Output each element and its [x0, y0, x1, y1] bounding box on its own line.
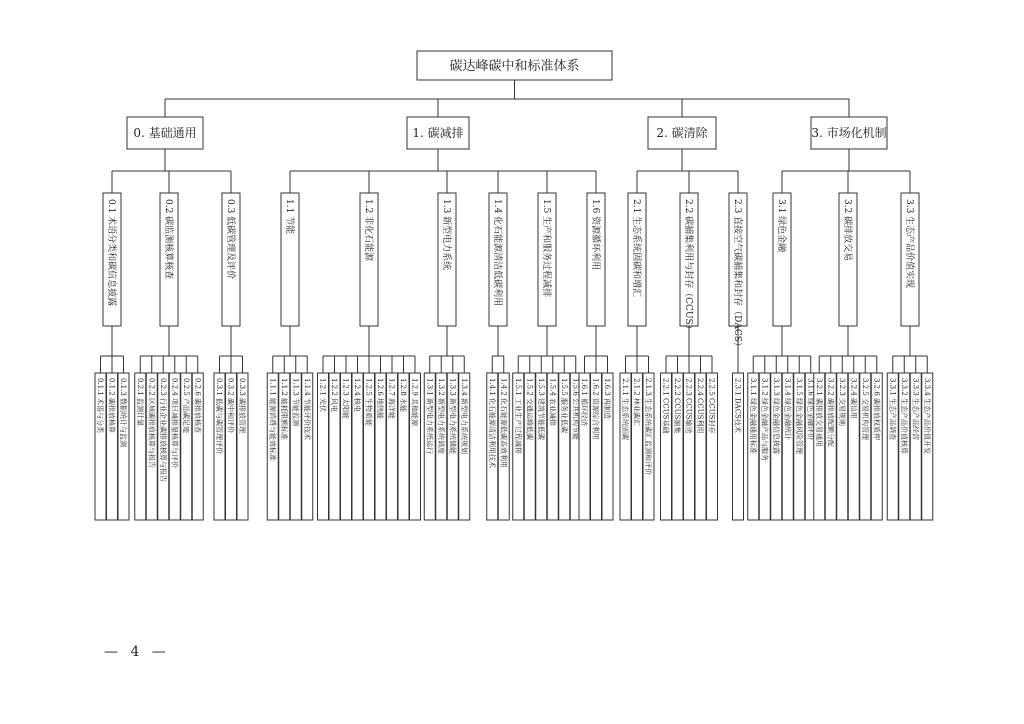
- category-label: 1. 碳减排: [412, 126, 464, 140]
- subcategory-label: 0.3 低碳管理及评价: [225, 199, 235, 280]
- leaf-label: 2.1.1 生态系统固碳: [621, 378, 629, 441]
- leaf-label: 1.3.2 新型电力系统调度: [436, 378, 445, 455]
- leaf-label: 2.2.5 CCUS封存: [707, 378, 716, 434]
- leaf-label: 1.5.1 工业生产过程减排: [513, 378, 522, 455]
- leaf-label: 2.2.3 CCUS输送: [684, 378, 693, 434]
- leaf-label: 1.3.1 新型电力系统运行: [425, 378, 434, 455]
- subcategory-label: 0.1 术语分类和碳信息披露: [106, 199, 116, 307]
- leaf-label: 3.1.3 绿色金融信息披露: [771, 378, 780, 455]
- leaf-label: 1.4.1 化石能源清洁利用技术: [487, 378, 496, 469]
- leaf-label: 1.2.1 光伏: [318, 378, 327, 413]
- leaf-label: 3.2.5 交易机构管理: [860, 378, 869, 441]
- subcategory-label: 1.1 节能: [284, 199, 294, 235]
- leaf-label: 3.3.4 生态产品价值开发: [922, 378, 931, 455]
- subcategory-label: 3.3 生态产品价值实现: [904, 199, 914, 289]
- subcategory-label: 3.2 碳排放交易: [842, 199, 852, 262]
- leaf-label: 0.2.3 行业企业碳排放核算与报告: [158, 378, 167, 483]
- category-label: 0. 基础通用: [133, 126, 197, 140]
- leaf-label: 1.5.2 交通运输低碳: [525, 378, 534, 441]
- leaf-label: 1.1.4 节能评价技术: [302, 378, 311, 441]
- leaf-label: 0.2.6 碳排放核查: [193, 378, 202, 434]
- leaf-label: 0.1.3 数据统计与监测: [119, 378, 127, 448]
- leaf-label: 2.1.2 林业碳汇: [632, 378, 641, 427]
- leaf-label: 1.3.3 新型电力系统储能: [448, 378, 457, 455]
- leaf-label: 3.1.4 绿色金融统计: [783, 378, 792, 441]
- leaf-label: 1.1.2 能耗限额标准: [279, 378, 288, 441]
- leaf-label: 0.3.2 碳中和评价: [226, 378, 235, 434]
- leaf-label: 1.2.9 其他能源: [410, 378, 419, 427]
- leaf-label: 3.1.1 绿色金融通用标准: [748, 378, 757, 455]
- subcategory-label: 2.2 碳捕集利用与封存（CCUS）: [683, 199, 693, 334]
- leaf-label: 1.5.5 服务业低碳: [559, 378, 568, 434]
- leaf-label: 1.5.4 农业减排: [548, 378, 557, 427]
- subcategory-label: 1.4 化石能源清洁低碳利用: [492, 199, 502, 307]
- leaf-label: 3.3.1 生态产品调查: [888, 378, 897, 441]
- subcategory-label: 1.5 生产和服务过程减排: [541, 199, 551, 298]
- diagram-title: 碳达峰碳中和标准体系: [449, 59, 580, 74]
- leaf-label: 3.1.6 绿色金融评价: [806, 378, 815, 441]
- leaf-label: 2.2.1 CCUS基础: [661, 378, 670, 434]
- leaf-label: 3.2.4 碳信用: [849, 378, 858, 420]
- leaf-label: 1.6.1 循环经济: [580, 378, 588, 427]
- leaf-label: 0.1.2 碳排放核算: [107, 378, 116, 434]
- leaf-label: 3.2.6 碳排放权质押: [872, 378, 881, 441]
- leaf-label: 3.3.3 生态产品经营: [911, 378, 920, 441]
- leaf-label: 0.3.1 低碳与碳管理评价: [215, 378, 223, 455]
- subcategory-label: 3.1 绿色金融: [776, 199, 786, 253]
- leaf-label: 2.3.1 DACS技术: [733, 378, 742, 433]
- leaf-label: 1.6.3 再制造: [603, 378, 611, 420]
- leaf-label: 1.3.4 新型电力系统规划: [459, 378, 468, 455]
- leaf-label: 1.2.3 太阳能: [341, 378, 350, 420]
- leaf-label: 2.1.3 生态系统碳汇监测和评价: [644, 378, 652, 476]
- leaf-label: 1.2.8 水能: [399, 378, 407, 413]
- leaf-label: 3.1.5 绿色金融风险管理: [794, 378, 803, 455]
- leaf-label: 1.4.2 化石能源低碳高效利用: [499, 378, 508, 469]
- page-number: — 4 —: [104, 644, 170, 660]
- leaf-label: 2.2.2 CCUS捕集: [673, 378, 681, 434]
- leaf-label: 3.2.2 碳排放配额分配: [826, 378, 835, 448]
- leaf-label: 1.2.7 海洋能: [387, 378, 396, 420]
- node-boxes: [95, 117, 933, 520]
- leaf-label: 3.1.2 绿色金融产品与服务: [760, 378, 769, 462]
- leaf-label: 3.2.1 碳排放交易通用: [814, 378, 823, 448]
- subcategory-label: 1.2 非化石能源: [363, 199, 373, 262]
- subcategory-label: 2.1 生态系统固碳和增汇: [631, 199, 641, 298]
- leaf-label: 1.2.6 地热能: [376, 378, 384, 420]
- leaf-label: 0.2.2 区域碳排放核算与报告: [147, 378, 156, 469]
- leaf-label: 1.2.5 生物质能: [364, 378, 373, 427]
- leaf-label: 3.3.2 生态产品价值核算: [899, 378, 908, 455]
- leaf-label: 1.6.2 资源综合利用: [591, 378, 600, 441]
- leaf-label: 2.2.4 CCUS利用: [696, 378, 704, 434]
- leaf-label: 0.2.5 产品碳足迹: [181, 378, 190, 434]
- leaf-label: 1.2.4 核电: [353, 378, 361, 413]
- leaf-label: 0.3.3 碳排放管理: [238, 378, 246, 434]
- subcategory-label: 0.2 碳监测核算核查: [163, 199, 173, 280]
- leaf-label: 0.2.1 监测计量: [135, 378, 144, 427]
- subcategory-label: 1.3 新型电力系统: [441, 199, 451, 271]
- leaf-label: 1.5.6 公共机构节能: [571, 378, 580, 441]
- leaf-label: 3.2.3 交易规则: [837, 378, 846, 427]
- leaf-label: 1.1.3 节能监测: [291, 378, 300, 427]
- leaf-label: 1.1.1 能源消费与能效标准: [268, 378, 277, 462]
- category-label: 3. 市场化机制: [811, 126, 887, 140]
- leaf-label: 0.1.1 术语与分类: [96, 378, 104, 434]
- subcategory-label: 1.6 资源循环利用: [590, 199, 600, 271]
- category-label: 2. 碳清除: [656, 126, 708, 140]
- leaf-label: 1.5.3 建筑节能低碳: [536, 378, 545, 441]
- subcategory-label: 2.3 直接空气碳捕集和封存（DACS）: [732, 199, 742, 351]
- leaf-label: 0.2.4 项目减排量核算与评价: [170, 378, 179, 469]
- leaf-label: 1.2.2 风电: [330, 378, 338, 413]
